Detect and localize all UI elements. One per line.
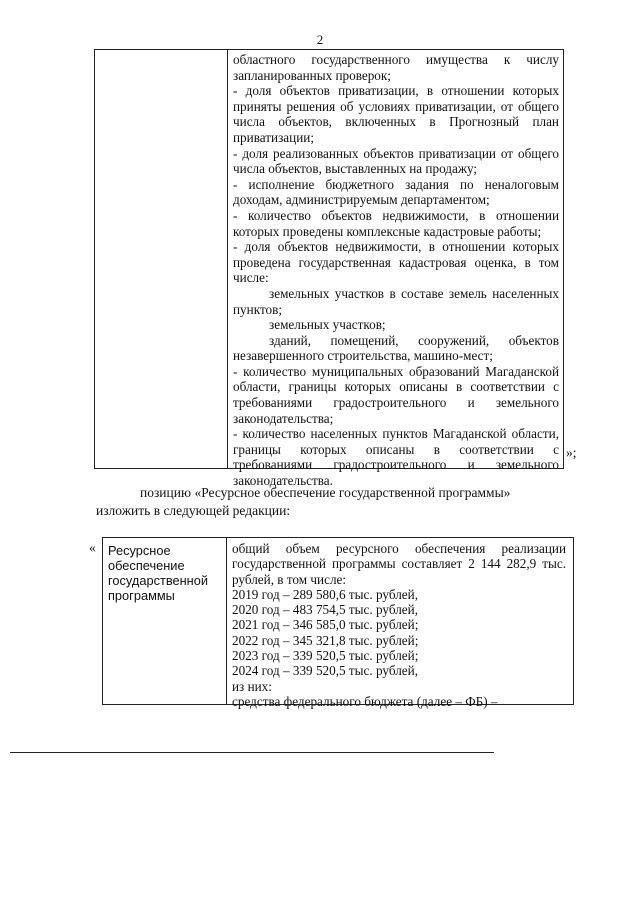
indicator-line: - доля объектов недвижимости, в отношении которых проведена государственная кадастровая оценка, в том числе: (233, 239, 559, 286)
resource-line: общий объем ресурсного обеспечения реализации государственной программы составляет 2 144 282,9 тыс. рублей, в том числе: (232, 541, 566, 587)
indicator-subline: земельных участков в составе земель населенных пунктов; (233, 285, 559, 317)
row-label: Ресурсное обеспечение государственной программы (108, 543, 209, 603)
resource-cell (232, 541, 566, 709)
body-paragraph: изложить в следующей редакции: (96, 503, 291, 518)
resource-line: средства федерального бюджета (далее – ФБ) – (232, 693, 498, 709)
resource-line: 2023 год – 339 520,5 тыс. рублей; (232, 648, 419, 664)
resource-line: из них: (232, 678, 272, 694)
body-paragraph: позицию «Ресурсное обеспечение государственной программы» (140, 485, 511, 500)
closing-quote: »; (566, 445, 577, 460)
resource-line: 2019 год – 289 580,6 тыс. рублей, (232, 586, 418, 602)
program-table-continued (94, 49, 564, 489)
footer-rule (10, 752, 494, 753)
indicator-line: - количество объектов недвижимости, в отношении которых проведены комплексные кадастровые работы; (233, 207, 559, 239)
indicator-subline: зданий, помещений, сооружений, объектов незавершенного строительства, машино-мест; (233, 332, 559, 364)
indicator-line: - доля объектов приватизации, в отношении которых приняты решения об условиях приватизации, от общего числа объектов, включенных в Прогнозный план приватизации; (233, 83, 559, 145)
resource-table (102, 537, 574, 709)
opening-quote: « (89, 540, 96, 555)
page-number: 2 (316, 32, 324, 47)
resource-line: 2024 год – 339 520,5 тыс. рублей, (232, 663, 418, 679)
indicator-line: - количество муниципальных образований Магаданской области, границы которых описаны в соответствии с требованиями градостроительного и земельного законодательства; (233, 363, 559, 426)
indicators-cell (233, 52, 559, 489)
column-divider (227, 50, 228, 468)
indicator-line: - количество населенных пунктов Магаданской области, границы которых описаны в соответствии с требованиями градостроительного и земельного законодательства. (233, 426, 559, 489)
resource-line: 2021 год – 346 585,0 тыс. рублей; (232, 617, 419, 633)
resource-line: 2020 год – 483 754,5 тыс. рублей, (232, 602, 418, 618)
indicator-line: областного государственного имущества к числу запланированных проверок; (233, 52, 559, 83)
indicator-line: - исполнение бюджетного задания по неналоговым доходам, администрируемым департаментом; (233, 176, 559, 208)
resource-line: 2022 год – 345 321,8 тыс. рублей; (232, 632, 419, 648)
indicator-subline: земельных участков; (269, 317, 386, 333)
column-divider (226, 538, 227, 704)
indicator-line: - доля реализованных объектов приватизации от общего числа объектов, выставленных на продажу; (233, 145, 559, 177)
